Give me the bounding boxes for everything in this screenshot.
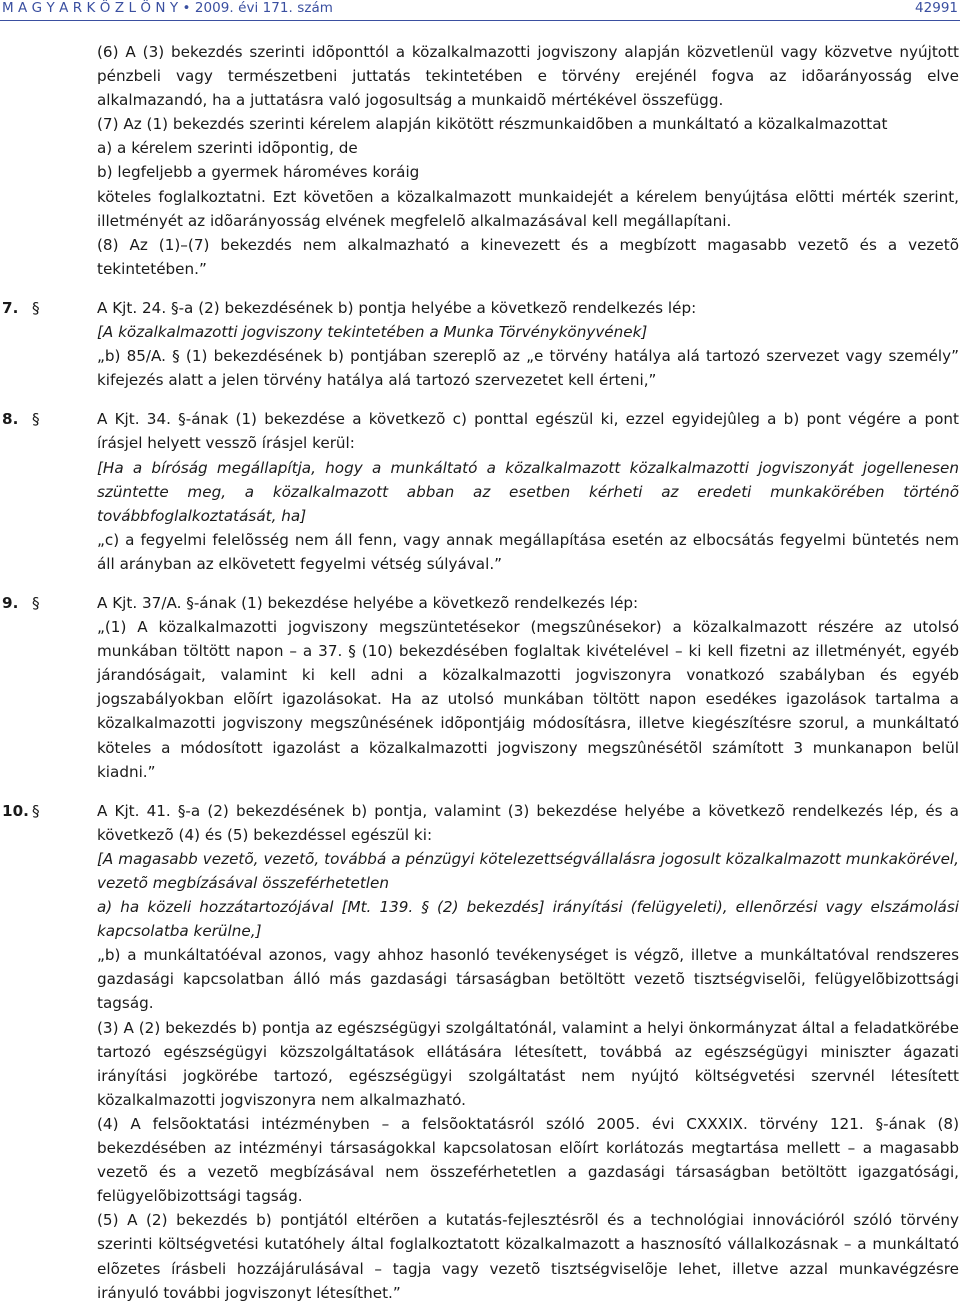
- section-10: [0, 799, 960, 1305]
- section-text: a) ha közeli hozzátartozójával [Mt. 139. § (2) bekezdés] irányítási (felügyeleti), ellenõrzési vagy elszámolási kapcsolatba kerülne,]: [97, 898, 959, 941]
- section-number: 8.: [2, 410, 19, 429]
- header-rule: [0, 20, 960, 21]
- paragraph-7-closing: köteles foglalkoztatni. Ezt követõen a közalkalmazott munkaidejét a kérelem benyújtása elõtti mérték szerint, illetményét az idõarányosság elvének megfelelõ alkalmazásával kell megállapítani.: [97, 187, 959, 230]
- section-text: „c) a fegyelmi felelõsség nem áll fenn, vagy annak megállapítása esetén az elbocsátás fegyelmi büntetés nem áll arányban az elkövetett fegyelmi vétség súlyával.”: [97, 530, 959, 573]
- section-text: A Kjt. 34. §-ának (1) bekezdése a következõ c) ponttal egészül ki, ezzel egyidejûleg a b) pont végére a pont írásjel helyett vesszõ írásjel kerül:: [97, 410, 959, 453]
- journal-title: M A G Y A R K Ö Z L Ö N Y • 2009. évi 171. szám: [2, 0, 333, 16]
- section-text: (5) A (2) bekezdés b) pontjától eltérõen a kutatás-fejlesztésrõl és a technológiai innovációról szóló törvény szerinti költségvetési kutatóhely által foglalkoztatott közalkalmazott a hasznosító vállalkozásnak – a munkáltató elõzetes írásbeli hozzájárulásával – tagja vagy vezetõ tisztségviselõje lehet, illetve azzal munkavégzésre irányuló további jogviszonyt létesíthet.”: [97, 1211, 959, 1302]
- section-symbol: §: [32, 298, 40, 317]
- section-text: [A közalkalmazotti jogviszony tekintetében a Munka Törvénykönyvének]: [97, 323, 648, 342]
- page-header: [0, 0, 960, 22]
- section-text: „b) 85/A. § (1) bekezdésének b) pontjában szereplõ az „e törvény hatálya alá tartozó szervezet vagy személy” kifejezés alatt a jelen törvény hatálya alá tartozó szervezetet kell érteni,”: [97, 347, 959, 390]
- paragraph-7: (7) Az (1) bekezdés szerinti kérelem alapján kikötött részmunkaidõben a munkáltató a közalkalmazottat: [97, 115, 888, 134]
- section-text: „b) a munkáltatóéval azonos, vagy ahhoz hasonló tevékenységet is végzõ, illetve a munkáltatóval rendszeres gazdasági kapcsolatban álló más gazdasági társaságban betöltött vezetõ tisztségviselõi, felügyelõbizottsági tagság.: [97, 946, 959, 1013]
- paragraph-7-point-a: a) a kérelem szerinti idõpontig, de: [97, 139, 358, 158]
- section-text: [A magasabb vezetõ, vezetõ, továbbá a pénzügyi kötelezettségvállalásra jogosult közalkalmazott munkakörével, vezetõ megbízásával összeférhetetlen: [97, 849, 959, 892]
- section-8: [0, 407, 960, 576]
- section-text: A Kjt. 37/A. §-ának (1) bekezdése helyébe a következõ rendelkezés lép:: [97, 593, 639, 612]
- section-text: [Ha a bíróság megállapítja, hogy a munkáltató a közalkalmazott közalkalmazotti jogviszonyát jogellenesen szüntette meg, a közalkalmazott abban az esetben kérheti az eredeti munkakörében történõ továbbfoglalkoztatását, ha]: [97, 458, 959, 525]
- section-7: [0, 296, 960, 392]
- document-body: [0, 40, 960, 1305]
- paragraph-7-point-b: b) legfeljebb a gyermek hároméves koráig: [97, 163, 420, 182]
- section-symbol: §: [32, 801, 40, 820]
- section-number: 7.: [2, 298, 19, 317]
- section-text: A Kjt. 41. §-a (2) bekezdésének b) pontja, valamint (3) bekezdése helyébe a következõ rendelkezés lép, és a következõ (4) és (5) bekezdéssel egészül ki:: [97, 801, 959, 844]
- section-number: 10.: [2, 801, 29, 820]
- paragraph-6: (6) A (3) bekezdés szerinti idõponttól a közalkalmazotti jogviszony alapján közvetlenül vagy közvetve nyújtott pénzbeli vagy természetbeni juttatás tekintetében e törvény erejénél fogva az idõarányosság elve alkalmazandó, ha a juttatásra való jogosultság a munkaidõ mértékével összefügg.: [97, 43, 959, 110]
- paragraph-8: (8) Az (1)–(7) bekezdés nem alkalmazható a kinevezett és a megbízott magasabb vezetõ és a vezetõ tekintetében.”: [97, 235, 959, 278]
- section-symbol: §: [32, 593, 40, 612]
- section-number: 9.: [2, 593, 19, 612]
- section-symbol: §: [32, 410, 40, 429]
- section-text: „(1) A közalkalmazotti jogviszony megszüntetésekor (megszûnésekor) a közalkalmazott részére az utolsó munkában töltött napon – a 37. § (10) bekezdésében foglaltak kivételével – ki kell fizetni az illetményét, egyéb járandóságait, valamint ki kell adni a közalkalmazotti jogviszonyra vonatkozó szabályban és egyéb jogszabályokban elõírt igazolásokat. Ha az utolsó munkában töltött napon esedékes igazolások tartalma a közalkalmazotti jogviszony megszûnésének idõpontjáig módosításra, illetve kiegészítésre szorul, a munkáltató köteles a módosított igazolást a közalkalmazotti jogviszony megszûnésétõl számított 3 munkanapon belül kiadni.”: [97, 618, 959, 781]
- section-9: [0, 591, 960, 784]
- section-text: (3) A (2) bekezdés b) pontja az egészségügyi szolgáltatónál, valamint a helyi önkormányzat által a feladatkörébe tartozó egészségügyi közszolgáltatások ellátására létesített, továbbá az egészségügyi miniszter ágazati irányítási jogkörébe tartozó, egészségügyi szolgáltatást nem nyújtó költségvetési szervnél létesített közalkalmazotti jogviszonyra nem alkalmazható.: [97, 1018, 959, 1109]
- section-text: A Kjt. 24. §-a (2) bekezdésének b) pontja helyébe a következõ rendelkezés lép:: [97, 298, 697, 317]
- page-number: 42991: [915, 0, 958, 16]
- section-text: (4) A felsõoktatási intézményben – a felsõoktatásról szóló 2005. évi CXXXIX. törvény 121. §-ának (8) bekezdésében az intézményi társaságokkal kapcsolatosan elõírt korlátozás megtartása mellett – a magasabb vezetõ és a vezetõ megbízásával nem összeférhetetlen a gazdasági társaságban betöltött igazgatósági, felügyelõbizottsági tagság.: [97, 1114, 959, 1206]
